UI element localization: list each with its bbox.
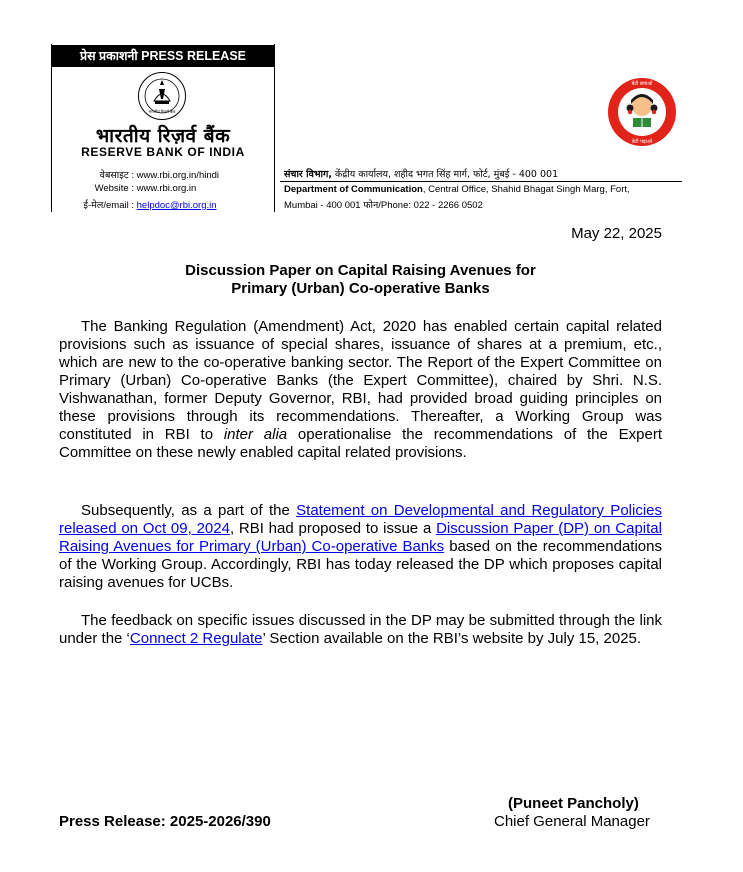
department-hindi-bold: संचार विभाग, <box>284 169 332 180</box>
website-hindi-row <box>52 168 274 181</box>
paragraph-1-italic: inter alia <box>223 426 288 443</box>
rbi-emblem-icon <box>137 71 187 121</box>
beti-bachao-logo-icon <box>606 76 678 148</box>
bank-name-english: RESERVE BANK OF INDIA <box>81 145 245 159</box>
page-title <box>59 262 662 298</box>
bank-name-hindi: भारतीय रिज़र्व बैंक <box>95 125 231 147</box>
email-row <box>52 198 274 211</box>
department-hindi <box>284 167 558 180</box>
connect-2-regulate-link[interactable]: Connect 2 Regulate <box>129 630 263 647</box>
department-english-line2: Mumbai - 400 001 फोन/Phone: 022 - 2266 0502 <box>284 200 483 211</box>
paragraph-3-part1: The feedback on specific issues discussed in the DP may be submitted through the link under the ‘ <box>59 612 662 647</box>
department-english-bold: Department of Communication <box>284 184 423 195</box>
title-line1: Discussion Paper on Capital Raising Avenues for <box>185 262 536 279</box>
email-label: ई-मेल/email : <box>83 200 134 211</box>
statement-link[interactable]: Statement on Developmental and Regulatory Policies released on Oct 09, 2024 <box>59 502 662 537</box>
logo-top-text: बेटी बचाओ <box>631 81 653 87</box>
department-english-line1 <box>284 184 630 195</box>
release-date: May 22, 2025 <box>571 225 662 242</box>
department-english-rest: , Central Office, Shahid Bhagat Singh Marg, Fort, <box>422 184 630 195</box>
website-value[interactable]: www.rbi.org.in <box>136 183 197 194</box>
press-release-label: प्रेस प्रकाशनी PRESS RELEASE <box>52 45 274 67</box>
paragraph-2-part3: based on the recommendations of the Working Group. Accordingly, RBI has today released the DP which proposes capital raising avenues for UCBs. <box>59 538 662 591</box>
paragraph-1-part2: operationalise the recommendations of the Expert Committee on these newly enabled capital related provisions. <box>59 426 662 461</box>
website-hindi-value[interactable]: www.rbi.org.in/hindi <box>136 170 220 181</box>
paragraph-2-part2: , RBI had proposed to issue a <box>229 520 437 537</box>
department-hindi-rest: केंद्रीय कार्यालय, शहीद भगत सिंह मार्ग, फोर्ट, मुंबई - 400 001 <box>331 169 559 180</box>
signatory-name: (Puneet Pancholy) <box>508 795 639 812</box>
discussion-paper-link[interactable]: Discussion Paper (DP) on Capital Raising Avenues for Primary (Urban) Co-operative Banks <box>59 520 662 555</box>
email-link[interactable]: helpdoc@rbi.org.in <box>136 200 217 211</box>
department-divider <box>280 181 682 182</box>
website-label: Website : <box>94 183 134 194</box>
title-line2: Primary (Urban) Co-operative Banks <box>231 280 490 297</box>
press-release-number: Press Release: 2025-2026/390 <box>59 813 271 830</box>
paragraph-3-part2: ’ Section available on the RBI’s website by July 15, 2025. <box>262 630 642 647</box>
paragraph-2 <box>59 502 662 592</box>
emblem-motto: भारतीय रिज़र्व बैंक <box>148 109 176 114</box>
paragraph-2-part1: Subsequently, as a part of the <box>81 502 297 519</box>
website-hindi-label: वेबसाइट : <box>99 170 134 181</box>
website-row <box>52 183 274 194</box>
logo-bottom-text: बेटी पढ़ाओ <box>631 139 653 145</box>
paragraph-3 <box>59 612 662 648</box>
paragraph-1 <box>59 318 662 462</box>
paragraph-1-part1: The Banking Regulation (Amendment) Act, 2020 has enabled certain capital related provisions such as issuance of special shares, issuance of shares at a premium, etc., which are new to the co-operative banking sector. The Report of the Expert Committee on Primary (Urban) Co-operative Banks (the Expert Committee), chaired by Shri. N.S. Vishwanathan, former Deputy Governor, RBI, had provided broad guiding principles on these provisions through its recommendations. Thereafter, a Working Group was constituted in RBI to <box>59 318 662 443</box>
signatory-title: Chief General Manager <box>494 813 650 830</box>
